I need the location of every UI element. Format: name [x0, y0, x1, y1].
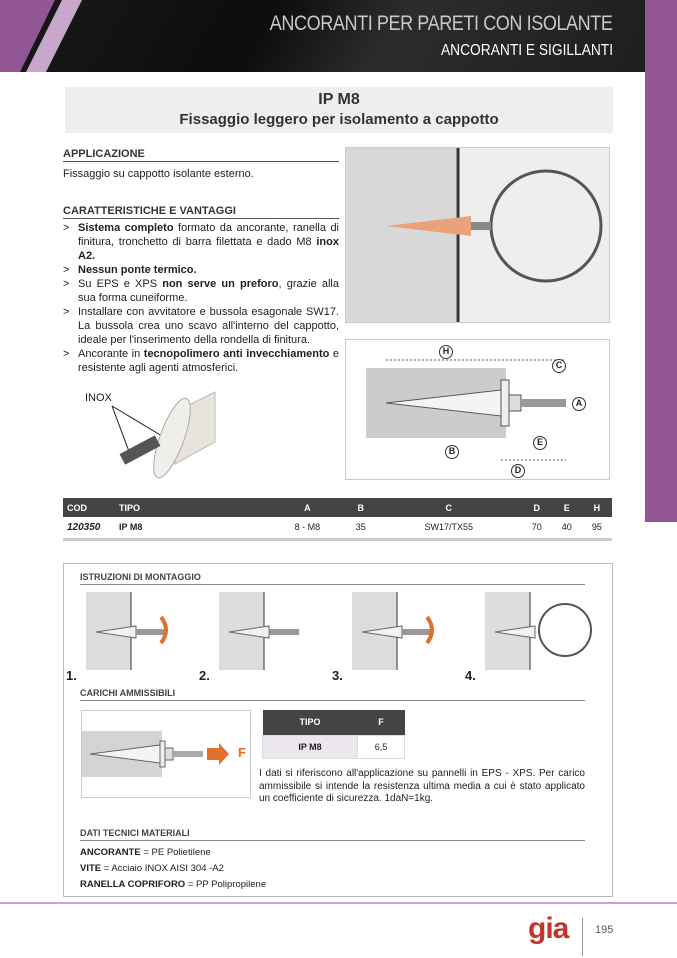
feature-text: Su EPS e XPS	[78, 278, 163, 290]
force-label: F	[238, 745, 246, 760]
feature-text: Ancorante in	[78, 348, 144, 360]
step-4-illustration	[485, 592, 595, 670]
feature-item	[63, 263, 339, 277]
dim-label-e: E	[533, 436, 547, 450]
col-h: H	[582, 498, 612, 517]
col-cod: COD	[63, 498, 119, 517]
product-photo	[90, 372, 220, 488]
materiali-heading: DATI TECNICI MATERIALI	[80, 828, 585, 841]
col-e: E	[552, 498, 582, 517]
product-name: IP M8	[318, 91, 360, 108]
page-number: 195	[595, 924, 614, 936]
material-value: = PP Polipropilene	[185, 879, 267, 890]
cell-cod: 120350	[63, 517, 119, 539]
step-3-illustration	[352, 592, 462, 670]
material-name: RANELLA COPRIFORO	[80, 879, 186, 890]
cell-h: 95	[582, 517, 612, 539]
feature-text: Nessun ponte termico.	[78, 264, 197, 276]
cell-d: 70	[522, 517, 552, 539]
load-col-tipo: TIPO	[263, 710, 358, 735]
cell-b: 35	[346, 517, 376, 539]
load-cell-tipo: IP M8	[263, 735, 358, 758]
product-title-box	[65, 87, 613, 133]
inox-label: INOX	[85, 392, 112, 404]
side-tab	[645, 0, 677, 522]
materials-list	[80, 845, 266, 893]
step-number: 3.	[332, 668, 343, 683]
material-name: VITE	[80, 863, 102, 874]
dim-label-b: B	[445, 445, 459, 459]
istruzioni-heading: ISTRUZIONI DI MONTAGGIO	[80, 572, 585, 585]
cell-e: 40	[552, 517, 582, 539]
load-note: I dati si riferiscono all'applicazione su pannelli in EPS - XPS. Per carico ammissibile si intende la resistenza ultima media a cui è stato applicato un coefficiente di sicurezza. 1daN=1kg.	[259, 768, 585, 804]
material-value: = Acciaio INOX AISI 304 -A2	[101, 863, 224, 874]
gia-logo: gia	[528, 912, 569, 945]
step-1-illustration	[86, 592, 196, 670]
table-row	[63, 517, 612, 539]
material-value: = PE Polietilene	[140, 847, 211, 858]
feature-item	[63, 305, 339, 347]
feature-text: formato da ancorante, ranella di finitura, tronchetto di barra filettata e dado M8	[78, 222, 340, 248]
cell-tipo: IP M8	[119, 517, 269, 539]
step-number: 2.	[199, 668, 210, 683]
footer-separator	[582, 918, 583, 956]
caratteristiche-heading: CARATTERISTICHE E VANTAGGI	[63, 205, 339, 219]
col-b: B	[346, 498, 376, 517]
material-item	[80, 877, 266, 893]
installation-photo	[345, 147, 610, 323]
col-tipo: TIPO	[119, 498, 269, 517]
load-cell-f: 6,5	[358, 735, 405, 758]
dim-label-h: H	[439, 345, 453, 359]
subcategory-title: ANCORANTI E SIGILLANTI	[440, 42, 613, 59]
load-col-f: F	[358, 710, 405, 735]
col-d: D	[522, 498, 552, 517]
dim-label-c: C	[552, 359, 566, 373]
dim-label-d: D	[511, 464, 525, 478]
step-2-illustration	[219, 592, 329, 670]
feature-text: , grazie alla sua forma cuneiforme.	[78, 278, 339, 304]
feature-text: Sistema completo	[78, 222, 174, 234]
cell-a: 8 - M8	[269, 517, 346, 539]
material-item	[80, 861, 266, 877]
feature-text: tecnopolimero anti invecchiamento	[143, 348, 330, 360]
dim-label-a: A	[572, 397, 586, 411]
col-a: A	[269, 498, 346, 517]
footer-line	[0, 902, 677, 904]
applicazione-text: Fissaggio su cappotto isolante esterno.	[63, 168, 254, 180]
feature-text: non serve un preforo	[162, 278, 279, 290]
features-list	[63, 221, 339, 375]
applicazione-heading: APPLICAZIONE	[63, 148, 339, 162]
table-row	[263, 735, 405, 758]
feature-text: inox A2.	[78, 236, 339, 262]
material-item	[80, 845, 266, 861]
col-c: C	[376, 498, 522, 517]
instructions-panel	[63, 563, 613, 897]
load-diagram	[81, 710, 251, 798]
feature-item	[63, 221, 339, 263]
header-stripe-decoration	[0, 0, 90, 72]
feature-item	[63, 277, 339, 305]
product-subtitle: Fissaggio leggero per isolamento a cappotto	[179, 111, 499, 128]
step-number: 1.	[66, 668, 77, 683]
spec-table	[63, 498, 612, 541]
feature-text: e resistente agli agenti atmosferici.	[78, 348, 339, 374]
material-name: ANCORANTE	[80, 847, 141, 858]
cell-c: SW17/TX55	[376, 517, 522, 539]
feature-item	[63, 347, 339, 375]
carichi-heading: CARICHI AMMISSIBILI	[80, 688, 585, 701]
page-header	[0, 0, 645, 72]
step-number: 4.	[465, 668, 476, 683]
category-title: ANCORANTI PER PARETI CON ISOLANTE	[270, 12, 613, 35]
load-table	[262, 710, 405, 759]
dimension-diagram	[345, 339, 610, 480]
feature-text: Installare con avvitatore e bussola esagonale SW17. La bussola crea uno scavo all'interno del cappotto, ideale per l'inserimento della rondella di finitura.	[78, 306, 339, 346]
